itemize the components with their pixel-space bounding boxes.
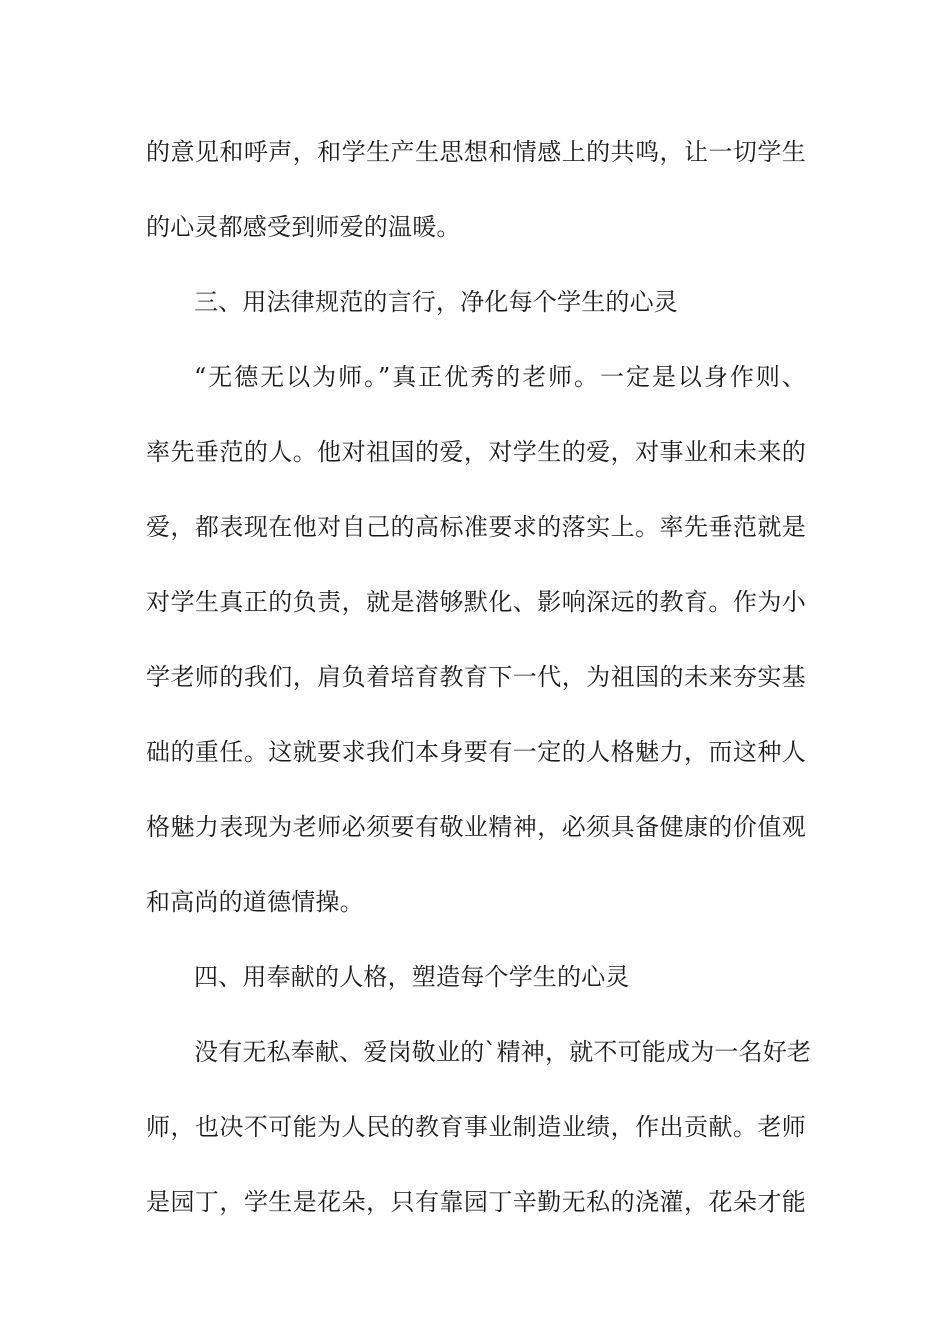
text-line-8: 学老师的我们，肩负着培育教育下一代，为祖国的未来夯实基: [146, 663, 806, 691]
section-heading-3: 三、用法律规范的言行，净化每个学生的心灵: [194, 288, 678, 316]
section-heading-4: 四、用奉献的人格，塑造每个学生的心灵: [194, 963, 630, 991]
text-line-7: 对学生真正的负责，就是潜够默化、影响深远的教育。作为小: [146, 588, 806, 616]
text-line-5: 率先垂范的人。他对祖国的爱，对学生的爱，对事业和未来的: [146, 438, 806, 466]
text-line-14: 师，也决不可能为人民的教育事业制造业绩，作出贡献。老师: [146, 1113, 806, 1141]
text-line-11: 和高尚的道德情操。: [146, 888, 364, 916]
text-line-9: 础的重任。这就要求我们本身要有一定的人格魅力，而这种人: [146, 738, 806, 766]
text-line-1: 的意见和呼声，和学生产生思想和情感上的共鸣，让一切学生: [146, 138, 806, 166]
text-line-2: 的心灵都感受到师爱的温暖。: [146, 213, 461, 241]
paragraph-start-3: “无德无以为师。”真正优秀的老师。一定是以身作则、: [194, 363, 806, 391]
paragraph-start-4: 没有无私奉献、爱岗敬业的`精神，就不可能成为一名好老: [194, 1038, 812, 1066]
text-line-6: 爱，都表现在他对自己的高标准要求的落实上。率先垂范就是: [146, 513, 806, 541]
text-line-10: 格魅力表现为老师必须要有敬业精神，必须具备健康的价值观: [146, 813, 806, 841]
text-line-15: 是园丁，学生是花朵，只有靠园丁辛勤无私的浇灌，花朵才能: [146, 1188, 806, 1216]
